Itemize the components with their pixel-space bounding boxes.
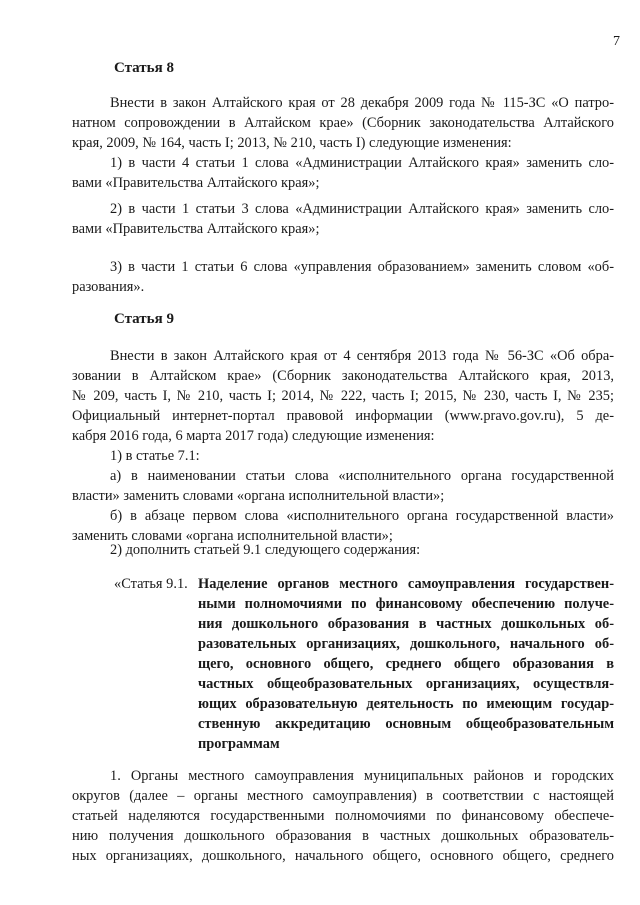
page-number: 7 [613,34,620,49]
title-line: ния дошкольного образования в частных дошкольных об- [198,616,614,632]
text-line: Внести в закон Алтайского края от 28 декабря 2009 года № 115-ЗС «О патро- [110,95,614,111]
text-line: Внести в закон Алтайского края от 4 сентября 2013 года № 56-ЗС «Об обра- [110,348,614,364]
text-line: 3) в части 1 статьи 6 слова «управления образованием» заменить словом «об- [110,259,614,275]
text-line: кабря 2016 года, 6 марта 2017 года) следующие изменения: [72,428,435,444]
new-article-title [198,574,614,754]
title-line: ственную аккредитацию основным общеобразовательным [198,716,614,732]
text-line: зовании в Алтайском крае» (Сборник законодательства Алтайского края, 2013, [72,368,614,384]
title-line: Наделение органов местного самоуправления государствен- [198,576,614,592]
text-line: 2) в части 1 статьи 3 слова «Администрации Алтайского края» заменить сло- [110,201,614,217]
text-line: 1. Органы местного самоуправления муниципальных районов и городских [110,768,614,784]
text-line: натном сопровождении в Алтайском крае» (Сборник законодательства Алтайского [72,115,614,131]
article-8-intro [72,93,614,193]
article-8-heading: Статья 8 [114,60,174,76]
new-article-label: «Статья 9.1. [114,576,188,592]
text-line: заменить словами «органа исполнительной власти»; [72,528,393,544]
article-8-item-2 [72,199,614,239]
text-line: а) в наименовании статьи слова «исполнительного органа государственной [110,468,614,484]
text-line: разования». [72,279,145,295]
clause-1 [72,766,614,866]
title-line: программам [198,736,280,752]
title-line: ющих образовательную деятельность по имеющим государ- [198,696,614,712]
text-line: нию получения дошкольного образования в частных дошкольных образователь- [72,828,614,844]
text-line: 2) дополнить статьей 9.1 следующего содержания: [110,542,421,558]
text-line: округов (далее – органы местного самоуправления) в соответствии с настоящей [72,788,614,804]
text-line: вами «Правительства Алтайского края»; [72,221,320,237]
text-line: края, 2009, № 164, часть I; 2013, № 210, часть I) следующие изменения: [72,135,512,151]
text-line: ных организациях, дошкольного, начального общего, основного общего, среднего [72,848,614,864]
article-8-item-3 [72,257,614,297]
title-line: разовательных организациях, дошкольного, начального об- [198,636,614,652]
article-9-item-2 [72,540,614,560]
text-line: Официальный интернет-портал правовой информации (www.pravo.gov.ru), 5 де- [72,408,614,424]
text-line: власти» заменить словами «органа исполнительной власти»; [72,488,445,504]
title-line: частных общеобразовательных организациях, осуществля- [198,676,614,692]
text-line: статьей наделяются государственными полномочиями по финансовому обеспече- [72,808,614,824]
text-line: № 209, часть I, № 210, часть I; 2014, № 222, часть I; 2015, № 230, часть I, № 235; [72,388,614,404]
text-line: 1) в статье 7.1: [110,448,200,464]
text-line: вами «Правительства Алтайского края»; [72,175,320,191]
article-9-body [72,346,614,546]
title-line: щего, основного общего, среднего общего образования в [198,656,614,672]
text-line: б) в абзаце первом слова «исполнительного органа государственной власти» [110,508,614,524]
article-9-heading: Статья 9 [114,311,174,327]
text-line: 1) в части 4 статьи 1 слова «Администрации Алтайского края» заменить сло- [110,155,614,171]
title-line: ными полномочиями по финансовому обеспечению получе- [198,596,614,612]
